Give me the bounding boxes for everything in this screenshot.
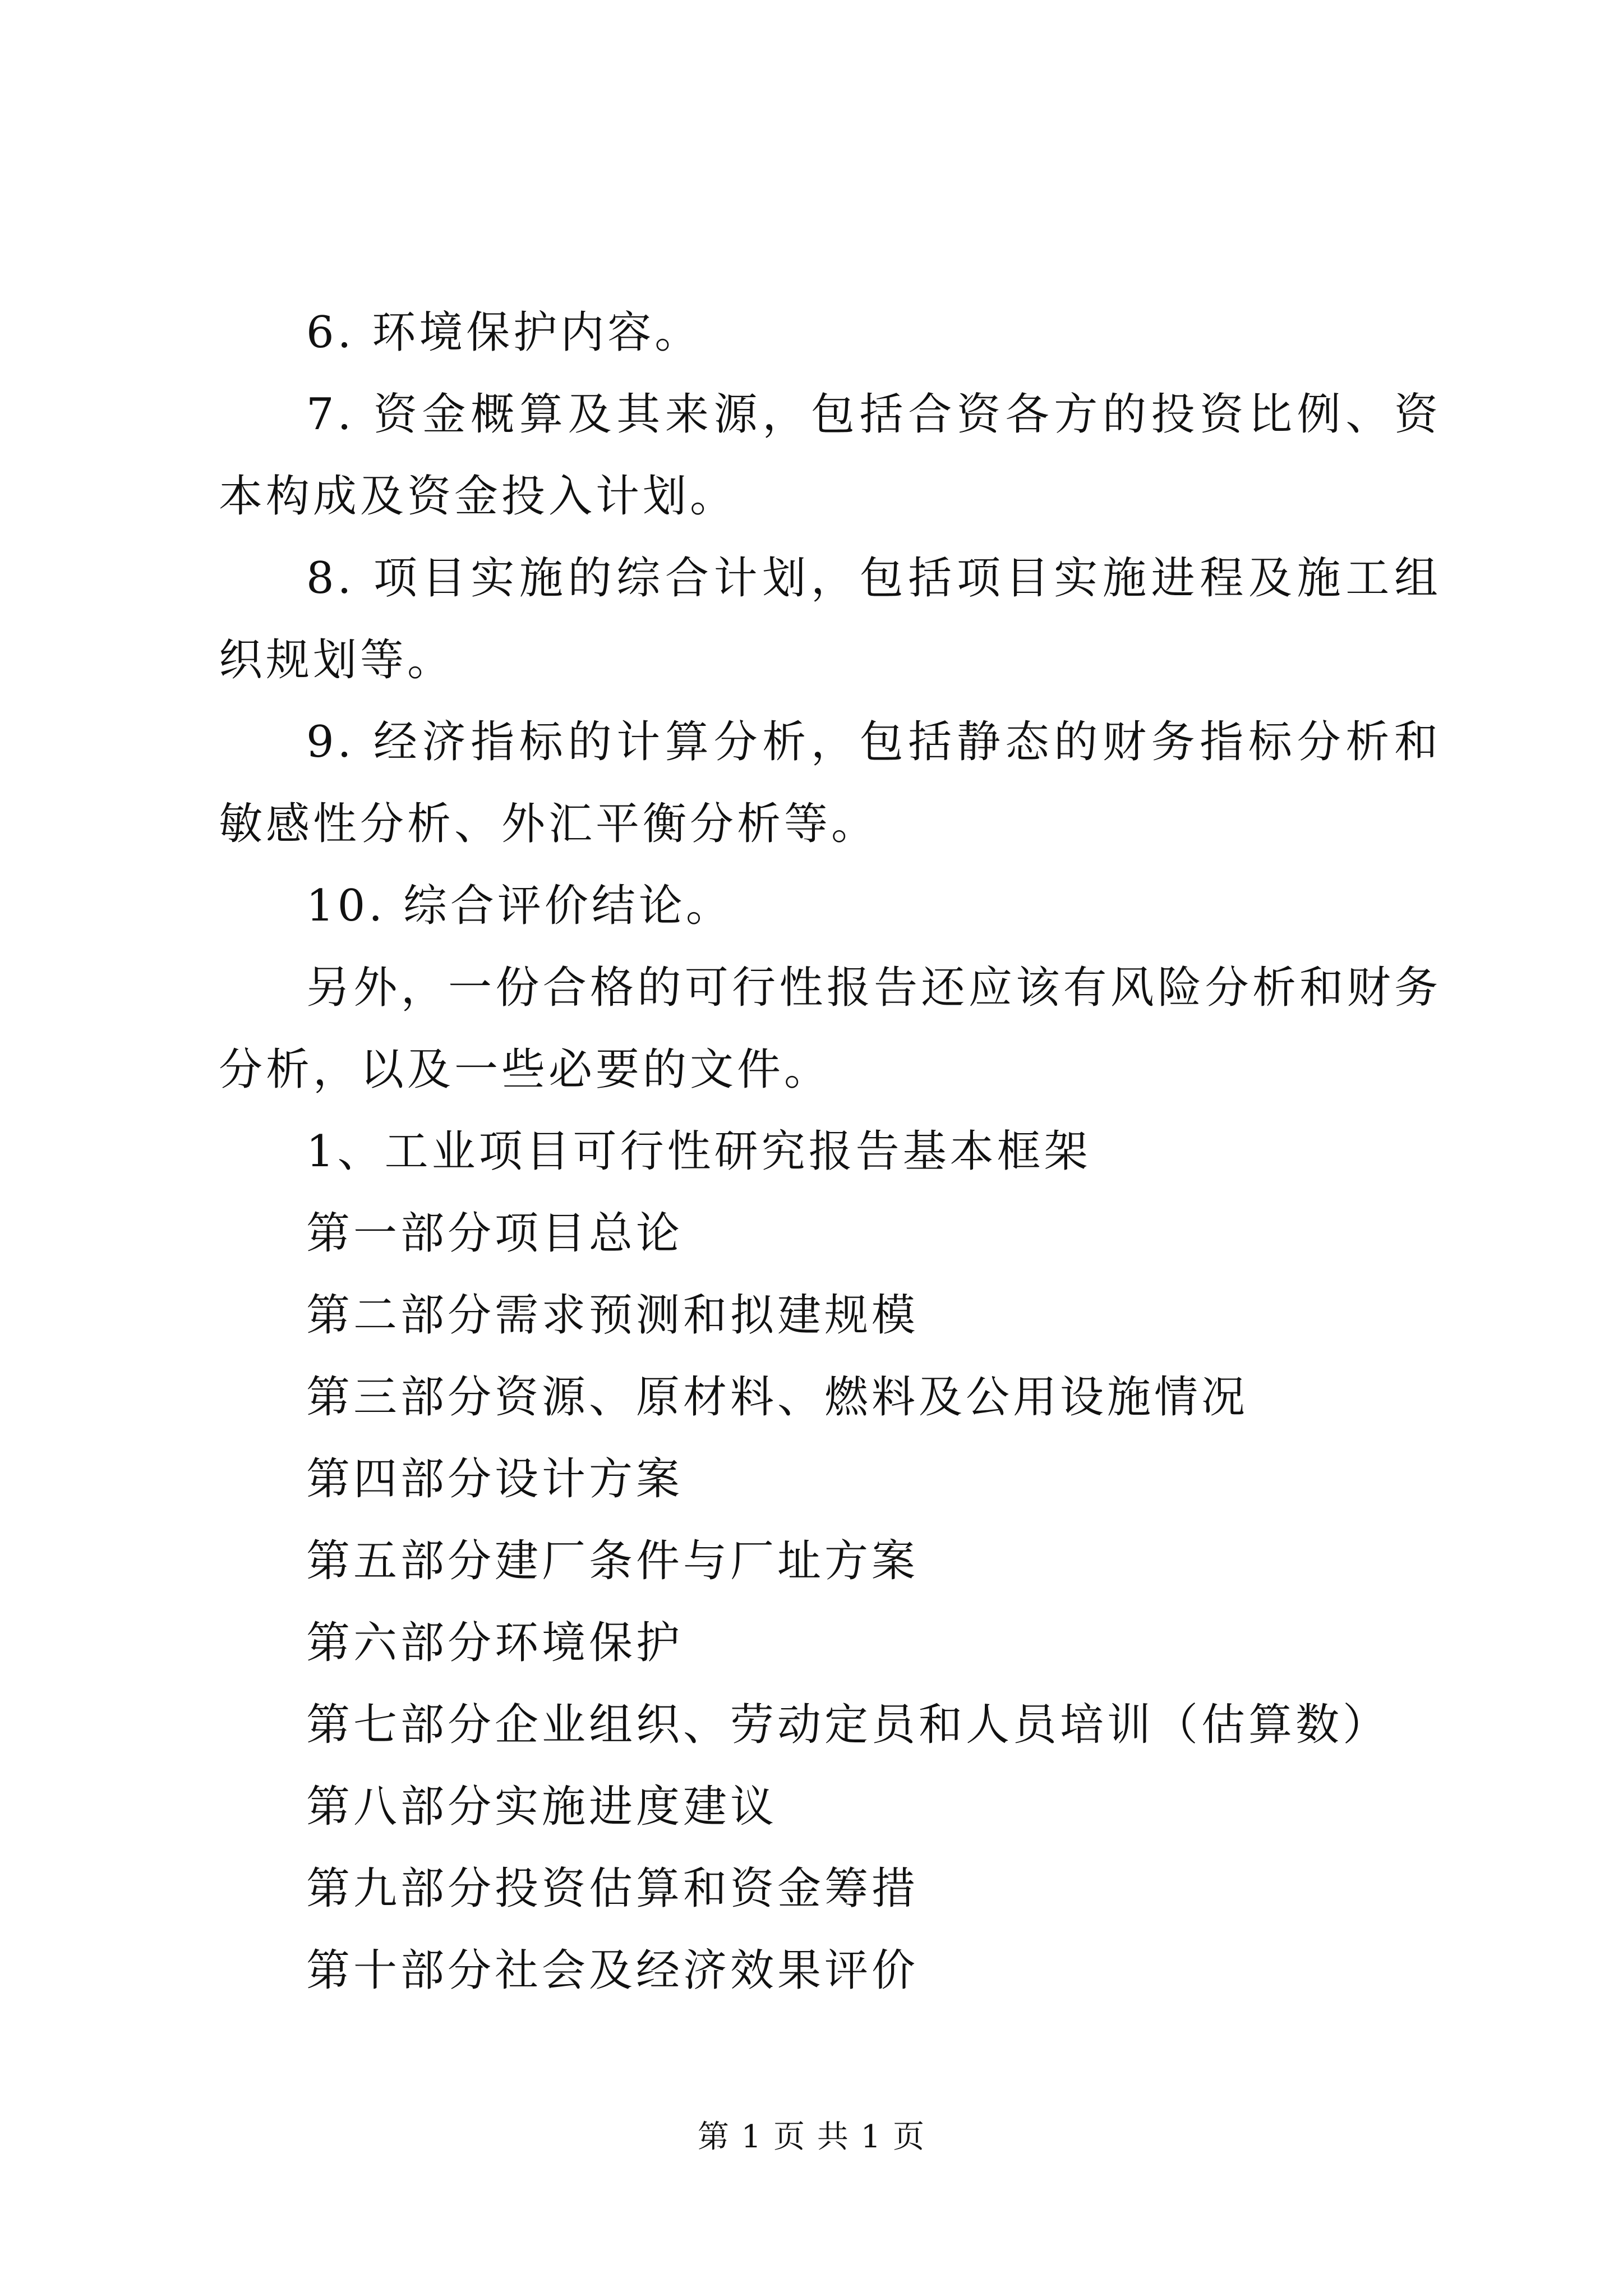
- document-body: [219, 292, 1441, 2012]
- framework-part-1: 第一部分项目总论: [306, 1208, 684, 1259]
- paragraph-item-7: 7. 资金概算及其来源，包括合资各方的投资比例、资本构成及资金投入计划。: [219, 389, 1441, 522]
- paragraph-item-6: 6. 环境保护内容。: [306, 307, 702, 358]
- paragraph-additional-note: 另外，一份合格的可行性报告还应该有风险分析和财务分析，以及一些必要的文件。: [219, 963, 1441, 1095]
- paragraph-item-8: 8. 项目实施的综合计划，包括项目实施进程及施工组织规划等。: [219, 553, 1441, 685]
- framework-part-7: 第七部分企业组织、劳动定员和人员培训（估算数）: [306, 1700, 1390, 1750]
- framework-part-6: 第六部分环境保护: [306, 1618, 684, 1668]
- paragraph-item-9: 9. 经济指标的计算分析，包括静态的财务指标分析和敏感性分析、外汇平衡分析等。: [219, 717, 1441, 849]
- paragraph-item-10: 10. 综合评价结论。: [306, 881, 733, 931]
- framework-part-10: 第十部分社会及经济效果评价: [306, 1945, 919, 1996]
- framework-part-5: 第五部分建厂条件与厂址方案: [306, 1536, 919, 1586]
- framework-part-2: 第二部分需求预测和拟建规模: [306, 1290, 919, 1341]
- framework-part-8: 第八部分实施进度建议: [306, 1782, 778, 1832]
- framework-part-4: 第四部分设计方案: [306, 1454, 684, 1504]
- section-heading: 1、工业项目可行性研究报告基本框架: [306, 1126, 1091, 1177]
- framework-part-3: 第三部分资源、原材料、燃料及公用设施情况: [306, 1372, 1249, 1423]
- page-footer: 第 1 页 共 1 页: [697, 2119, 926, 2155]
- framework-part-9: 第九部分投资估算和资金筹措: [306, 1864, 919, 1914]
